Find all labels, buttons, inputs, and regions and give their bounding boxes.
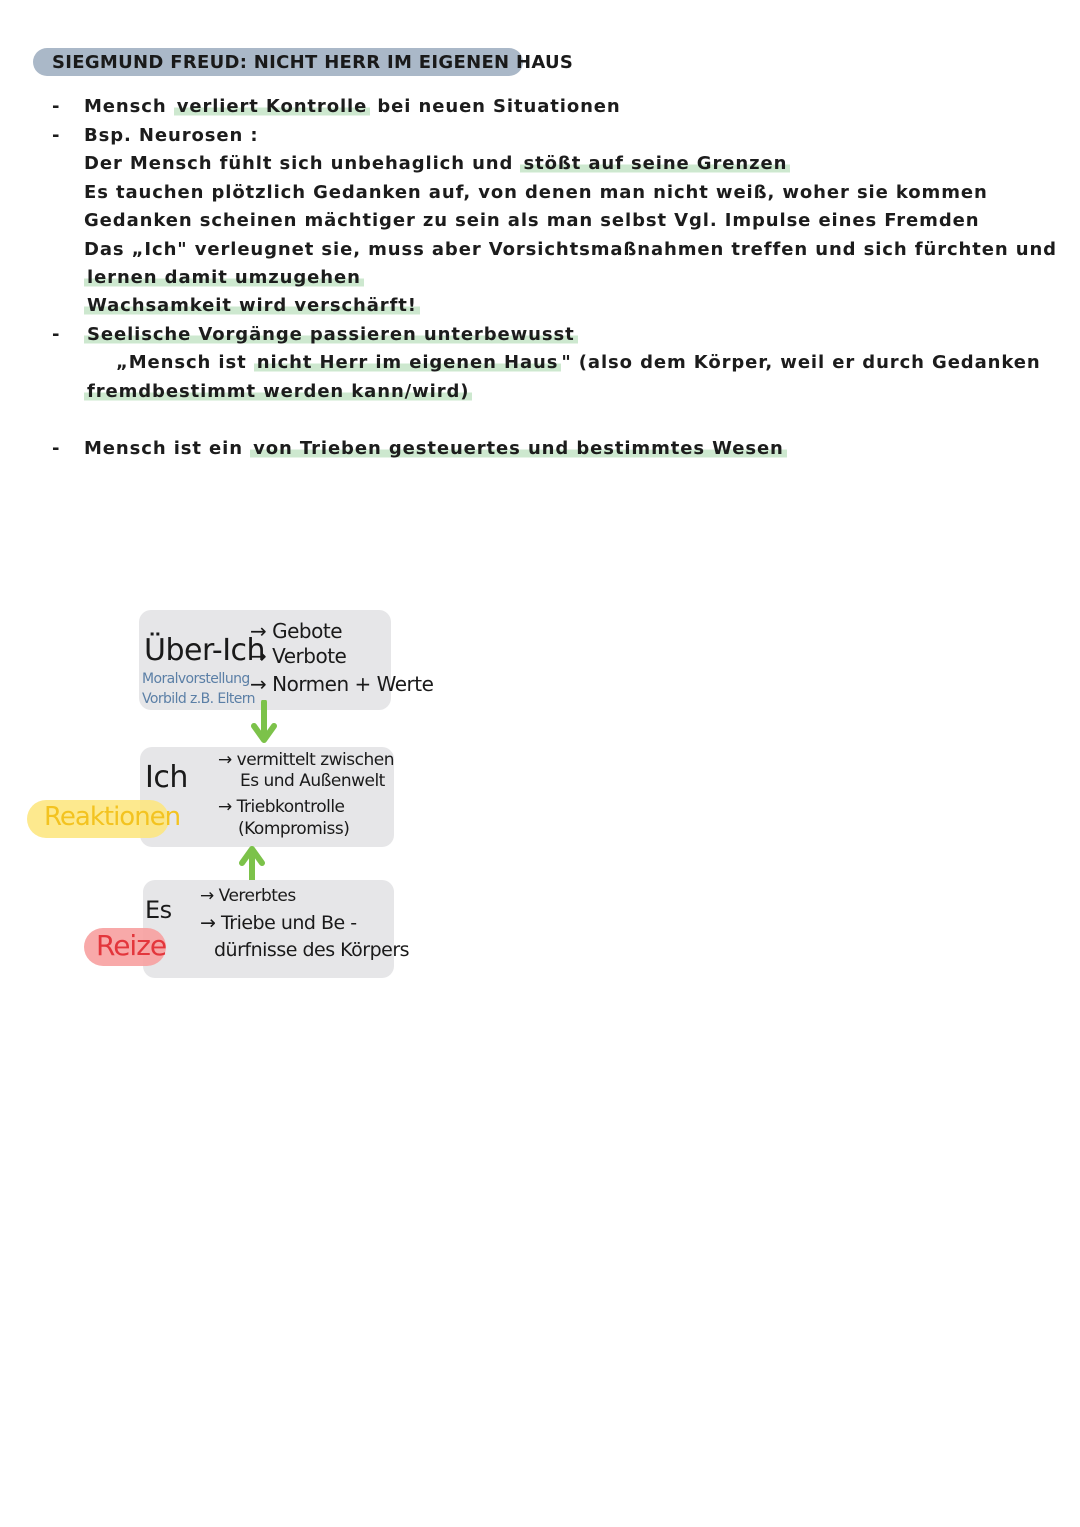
es-label: Es (145, 896, 172, 924)
note-line-5: Gedanken scheinen mächtiger zu sein als man selbst Vgl. Impulse eines Fremden (84, 210, 980, 231)
note-line-6: Das „Ich" verleugnet sie, muss aber Vorsichtsmaßnahmen treffen und sich fürchten und (84, 239, 1057, 260)
ueber-ich-item-verbote: → Verbote (250, 644, 347, 668)
ich-item-kompromiss: (Kompromiss) (238, 819, 350, 839)
ueber-ich-note-moral: Moralvorstellung (142, 671, 250, 687)
note-line-8 (84, 294, 420, 318)
note-line-9 (84, 323, 578, 347)
note-text: bei neuen Situationen (370, 96, 621, 117)
ueber-ich-item-normen: → Normen + Werte (250, 672, 434, 696)
note-line-2: Bsp. Neurosen : (84, 125, 259, 146)
highlighted-text: verliert Kontrolle (174, 96, 371, 117)
ich-item-vermittelt: → vermittelt zwischen (218, 750, 394, 770)
reactions-label: Reaktionen (44, 802, 181, 832)
es-item-beduerfnisse: dürfnisse des Körpers (214, 939, 410, 961)
page-title: SIEGMUND FREUD: NICHT HERR IM EIGENEN HAUS (52, 52, 574, 73)
highlighted-text: lernen damit umzugehen (84, 267, 364, 288)
note-line-3 (84, 152, 790, 176)
note-text: Mensch ist ein (84, 438, 251, 459)
stimuli-label: Reize (96, 929, 167, 962)
ueber-ich-label: Über-Ich (144, 633, 266, 668)
note-line-7 (84, 266, 364, 290)
arrow-down-icon (250, 700, 278, 744)
ich-item-triebkontrolle: → Triebkontrolle (218, 797, 345, 817)
es-item-vererbtes: → Vererbtes (200, 886, 296, 906)
note-text: Der Mensch fühlt sich unbehaglich und (84, 153, 521, 174)
ich-item-vermittelt-cont: Es und Außenwelt (240, 771, 385, 791)
es-item-triebe: → Triebe und Be - (200, 912, 357, 934)
ich-label: Ich (145, 760, 188, 795)
note-line-11 (84, 380, 472, 404)
bullet-dash: - (52, 324, 60, 345)
note-text: „Mensch ist (116, 352, 254, 373)
note-line-1 (84, 95, 621, 119)
highlighted-text: von Trieben gesteuertes und bestimmtes Wesen (250, 438, 787, 459)
note-line-12 (84, 437, 787, 461)
note-line-10 (116, 351, 1041, 375)
note-line-4: Es tauchen plötzlich Gedanken auf, von denen man nicht weiß, woher sie kommen (84, 182, 988, 203)
note-text: " (also dem Körper, weil er durch Gedanken (561, 352, 1041, 373)
bullet-dash: - (52, 125, 60, 146)
bullet-dash: - (52, 438, 60, 459)
highlighted-text: Wachsamkeit wird verschärft! (84, 295, 420, 316)
highlighted-text: stößt auf seine Grenzen (520, 153, 790, 174)
note-text: Mensch (84, 96, 174, 117)
highlighted-text: Seelische Vorgänge passieren unterbewusst (84, 324, 578, 345)
highlighted-text: nicht Herr im eigenen Haus (254, 352, 562, 373)
highlighted-text: fremdbestimmt werden kann/wird) (84, 381, 472, 402)
ueber-ich-note-vorbild: Vorbild z.B. Eltern (142, 691, 255, 707)
bullet-dash: - (52, 96, 60, 117)
ueber-ich-item-gebote: → Gebote (250, 619, 342, 643)
